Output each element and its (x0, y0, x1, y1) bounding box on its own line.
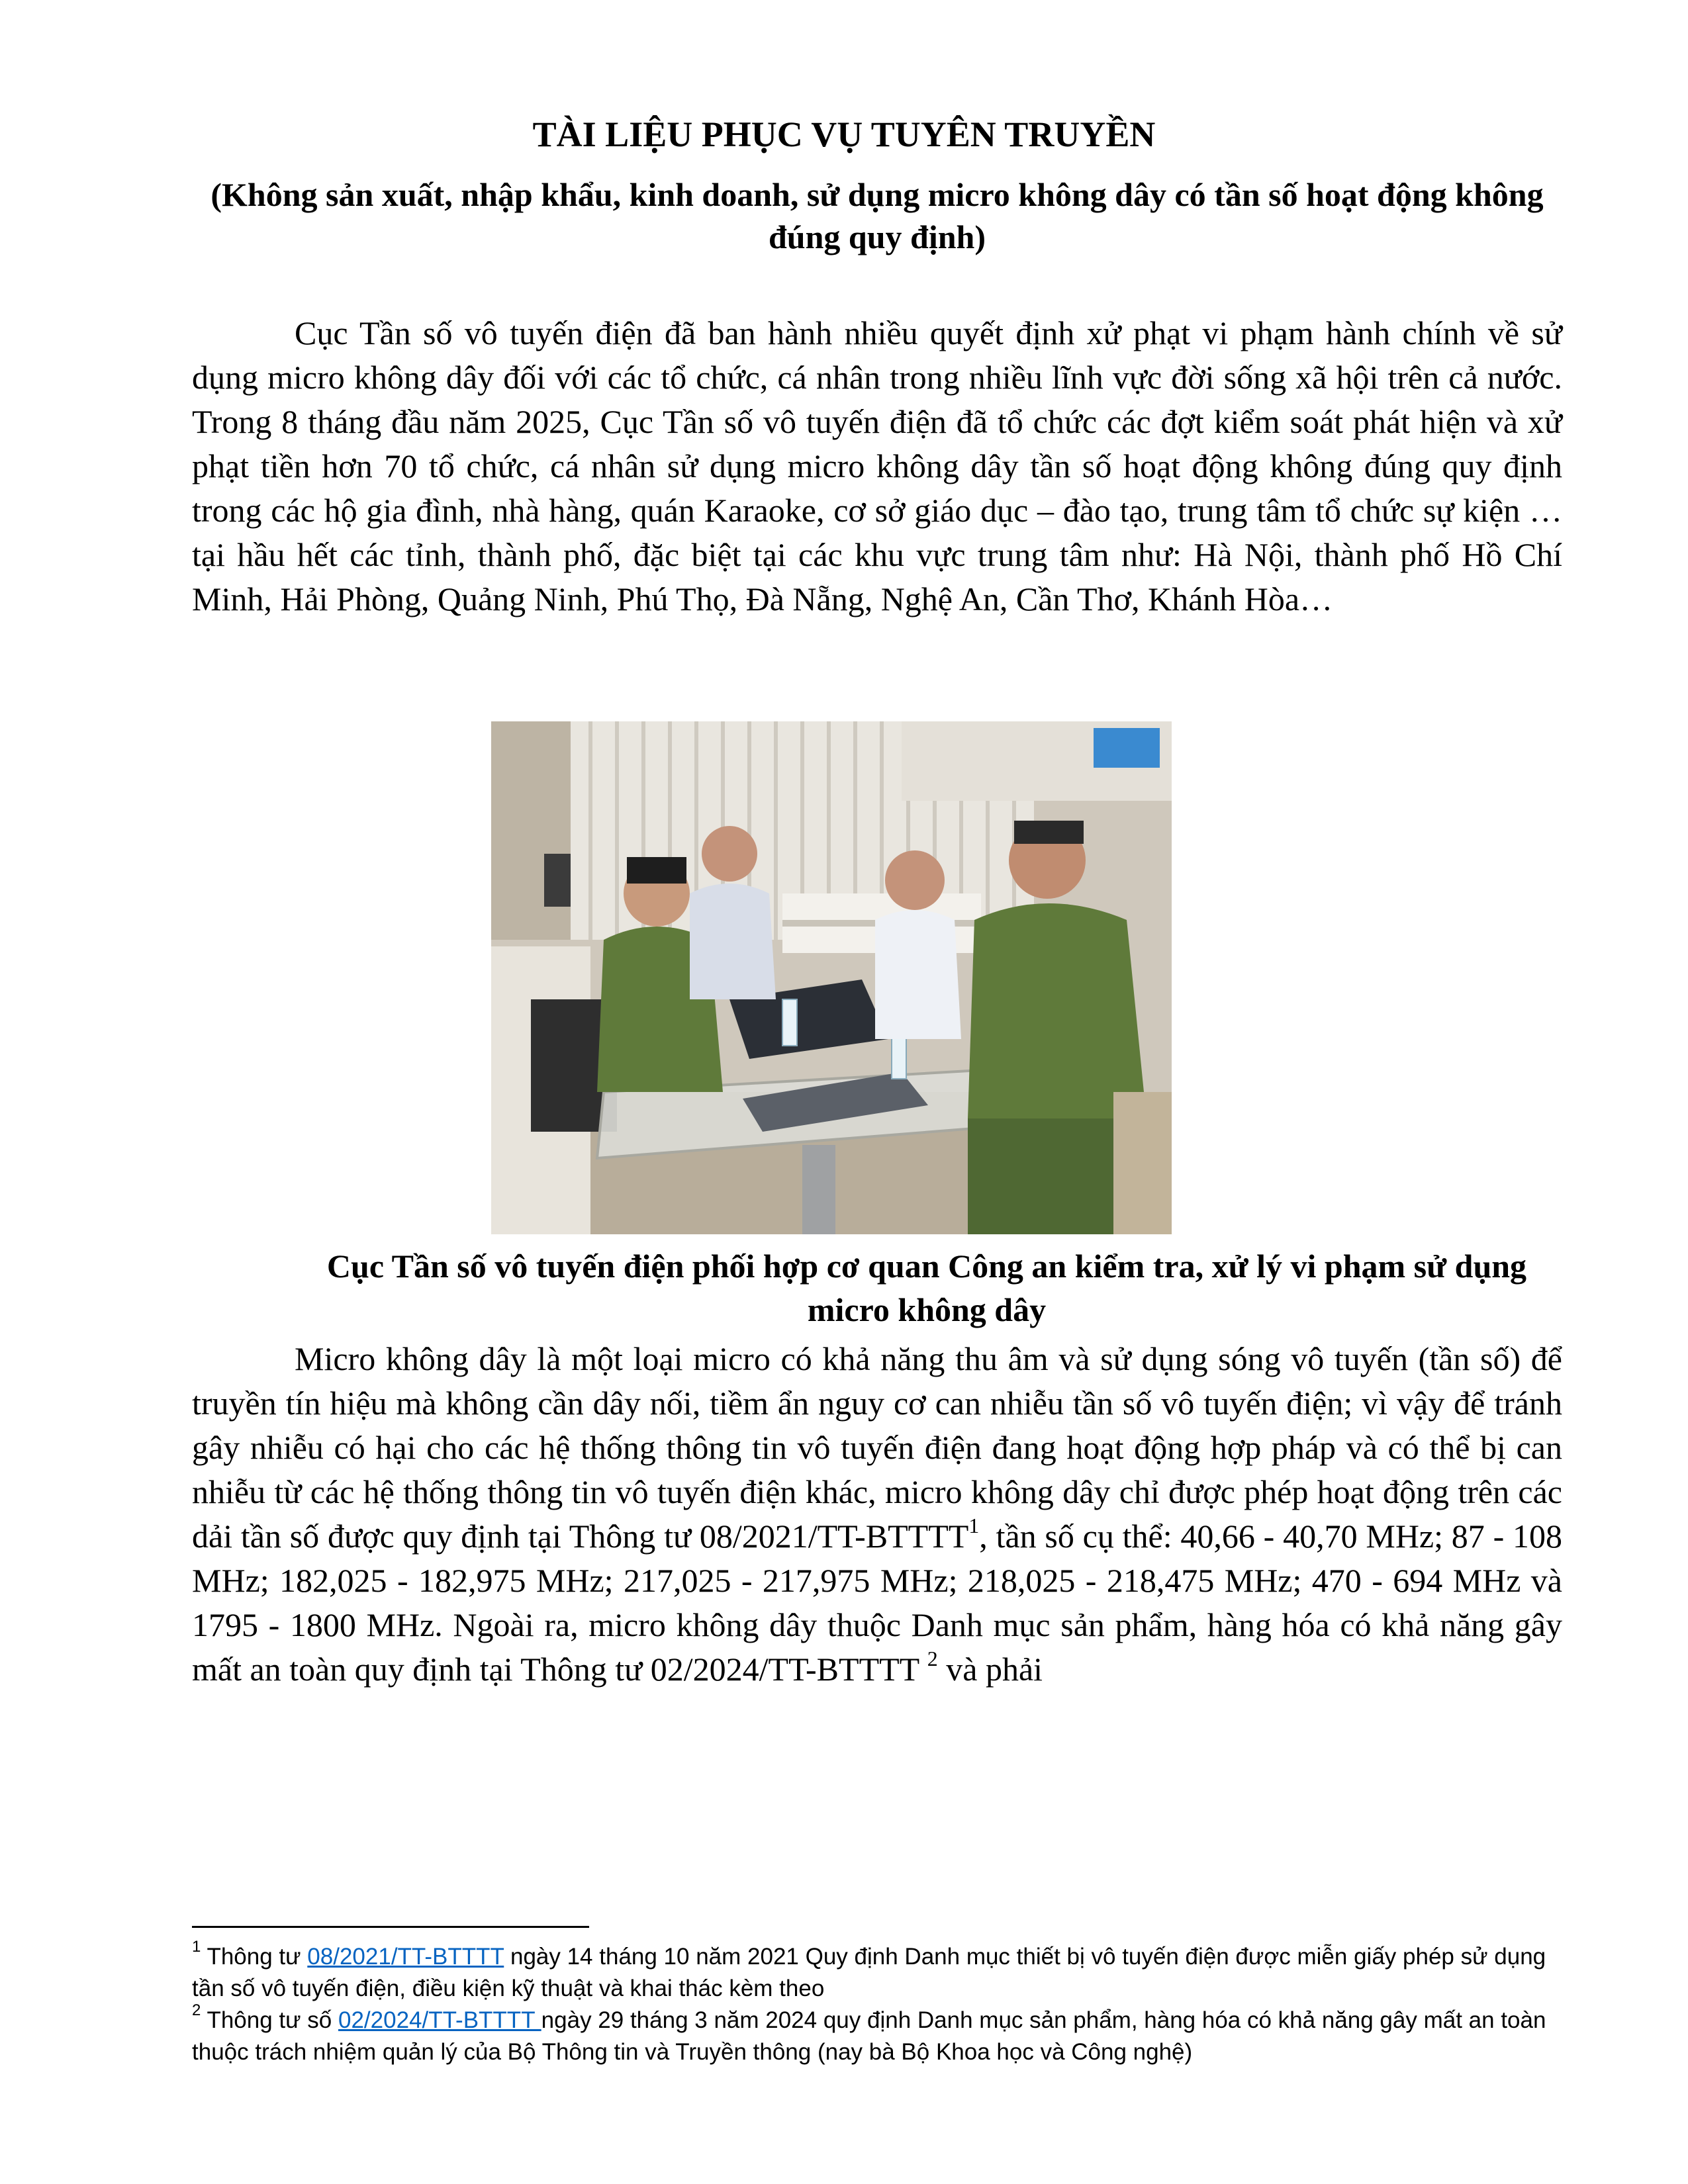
main-paragraph-part3: và phải (937, 1651, 1043, 1688)
footnote-1-prefix: Thông tư (201, 1944, 308, 1970)
photo-caption: Cục Tần số vô tuyến điện phối hợp cơ quan Công an kiểm tra, xử lý vi phạm sử dụng micro không dây (326, 1248, 1527, 1328)
footnote-1-text: ngày 14 tháng 10 năm 2021 Quy định Danh mục thiết bị vô tuyến điện được miễn giấy phép sử dụng tần số vô tuyến điện, điều kiện kỹ thuật và khai thác kèm theo (192, 1944, 1546, 2001)
footnote-1-link[interactable]: 08/2021/TT-BTTTT (307, 1944, 504, 1970)
footnote-2-prefix: Thông tư số (201, 2007, 338, 2033)
footnote-separator (192, 1926, 589, 1928)
main-paragraph (192, 1337, 1562, 1692)
footnote-mark-1: 1 (192, 1938, 201, 1956)
main-paragraph-part1: Micro không dây là một loại micro có khả năng thu âm và sử dụng sóng vô tuyến (tần số) để truyền tín hiệu mà không cần dây nối, tiềm ẩn nguy cơ can nhiễu tần số vô tuyến điện; vì vậy để tránh gây nhiễu có hại cho các hệ thống thông tin vô tuyến điện đang hoạt động hợp pháp và có thể bị can nhiễu từ các hệ thống thông tin vô tuyến điện khác, micro không dây chỉ được phép hoạt động trên các dải tần số được quy định tại Thông tư 08/2021/TT-BTTTT (192, 1340, 1562, 1555)
footnote-ref-1[interactable]: 1 (968, 1514, 980, 1538)
intro-paragraph: Cục Tần số vô tuyến điện đã ban hành nhiều quyết định xử phạt vi phạm hành chính về sử dụng micro không dây đối với các tổ chức, cá nhân trong nhiều lĩnh vực đời sống xã hội trên cả nước. Trong 8 tháng đầu năm 2025, Cục Tần số vô tuyến điện đã tổ chức các đợt kiểm soát phát hiện và xử phạt tiền hơn 70 tổ chức, cá nhân sử dụng micro không dây tần số hoạt động không đúng quy định trong các hộ gia đình, nhà hàng, quán Karaoke, cơ sở giáo dục – đào tạo, trung tâm tổ chức sự kiện … tại hầu hết các tỉnh, thành phố, đặc biệt tại các khu vực trung tâm như: Hà Nội, thành phố Hồ Chí Minh, Hải Phòng, Quảng Ninh, Phú Thọ, Đà Nẵng, Nghệ An, Cần Thơ, Khánh Hòa… (192, 314, 1562, 617)
document-title: TÀI LIỆU PHỤC VỤ TUYÊN TRUYỀN (532, 114, 1156, 154)
inspection-photo (491, 721, 1172, 1234)
footnote-1 (192, 1938, 1562, 2005)
footnotes (192, 1938, 1562, 2068)
footnote-ref-2[interactable]: 2 (927, 1647, 938, 1671)
footnote-2 (192, 2001, 1562, 2068)
document-subtitle: (Không sản xuất, nhập khẩu, kinh doanh, sử dụng micro không dây có tần số hoạt động không đúng quy định) (211, 176, 1544, 255)
footnote-mark-2: 2 (192, 2001, 201, 2020)
main-paragraph-part2: , tần số cụ thể: 40,66 - 40,70 MHz; 87 - 108 MHz; 182,025 - 182,975 MHz; 217,025 - 217,975 MHz; 218,025 - 218,475 MHz; 470 - 694 MHz và 1795 - 1800 MHz. Ngoài ra, micro không dây thuộc Danh mục sản phẩm, hàng hóa có khả năng gây mất an toàn quy định tại Thông tư 02/2024/TT-BTTTT (192, 1518, 1562, 1688)
footnote-2-text: ngày 29 tháng 3 năm 2024 quy định Danh mục sản phẩm, hàng hóa có khả năng gây mất an toàn thuộc trách nhiệm quản lý của Bộ Thông tin và Truyền thông (nay bà Bộ Khoa học và Công nghệ) (192, 2007, 1546, 2065)
footnote-2-link[interactable]: 02/2024/TT-BTTTT (338, 2007, 541, 2033)
